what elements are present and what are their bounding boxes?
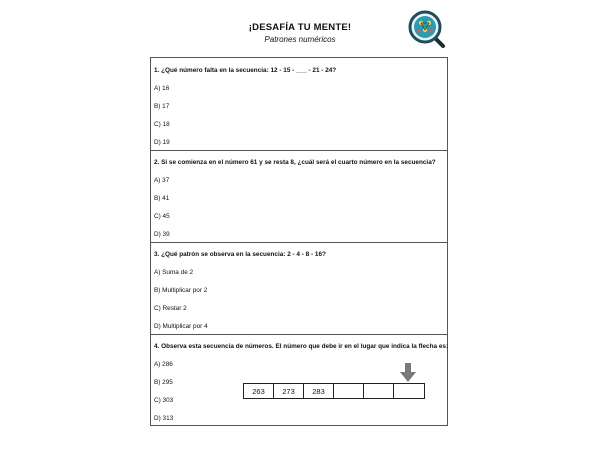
worksheet-subtitle: Patrones numéricos [264, 35, 336, 44]
magnifier-brain-icon [405, 8, 449, 52]
sequence-cell-empty [334, 384, 364, 398]
option-d[interactable]: D) 39 [154, 231, 170, 238]
option-d[interactable]: D) Multiplicar por 4 [154, 323, 208, 330]
question-text: 4. Observa esta secuencia de números. El número que debe ir en el lugar que indica la flecha es: [154, 343, 449, 350]
worksheet-header [0, 22, 600, 44]
option-a[interactable]: A) Suma de 2 [154, 269, 194, 276]
question-text: 3. ¿Qué patrón se observa en la secuencia: 2 - 4 - 8 - 16? [154, 251, 326, 258]
option-c[interactable]: C) 303 [154, 397, 174, 404]
question-text: 1. ¿Qué número falta en la secuencia: 12 - 15 - ___ - 21 - 24? [154, 67, 337, 74]
worksheet-title: ¡DESAFÍA TU MENTE! [248, 22, 352, 33]
option-b[interactable]: B) Multiplicar por 2 [154, 287, 208, 294]
option-c[interactable]: C) Restar 2 [154, 305, 187, 312]
option-b[interactable]: B) 17 [154, 103, 170, 110]
question-text: 2. Si se comienza en el número 61 y se resta 8, ¿cuál será el cuarto número en la secuencia? [154, 159, 436, 166]
option-d[interactable]: D) 19 [154, 139, 170, 146]
sequence-cell: 263 [244, 384, 274, 398]
down-arrow-icon [400, 363, 416, 382]
option-b[interactable]: B) 41 [154, 195, 170, 202]
sequence-cell: 283 [304, 384, 334, 398]
option-a[interactable]: A) 37 [154, 177, 170, 184]
option-a[interactable]: A) 286 [154, 361, 173, 368]
option-b[interactable]: B) 295 [154, 379, 173, 386]
option-c[interactable]: C) 45 [154, 213, 170, 220]
question-3 [151, 242, 447, 330]
number-sequence [243, 383, 425, 399]
option-d[interactable]: D) 313 [154, 415, 174, 422]
sequence-cell-empty [364, 384, 394, 398]
sequence-cell: 273 [274, 384, 304, 398]
option-c[interactable]: C) 18 [154, 121, 170, 128]
question-1 [151, 58, 447, 146]
sequence-cell-target [394, 384, 424, 398]
question-2 [151, 150, 447, 238]
question-sheet [150, 57, 448, 426]
option-a[interactable]: A) 16 [154, 85, 170, 92]
